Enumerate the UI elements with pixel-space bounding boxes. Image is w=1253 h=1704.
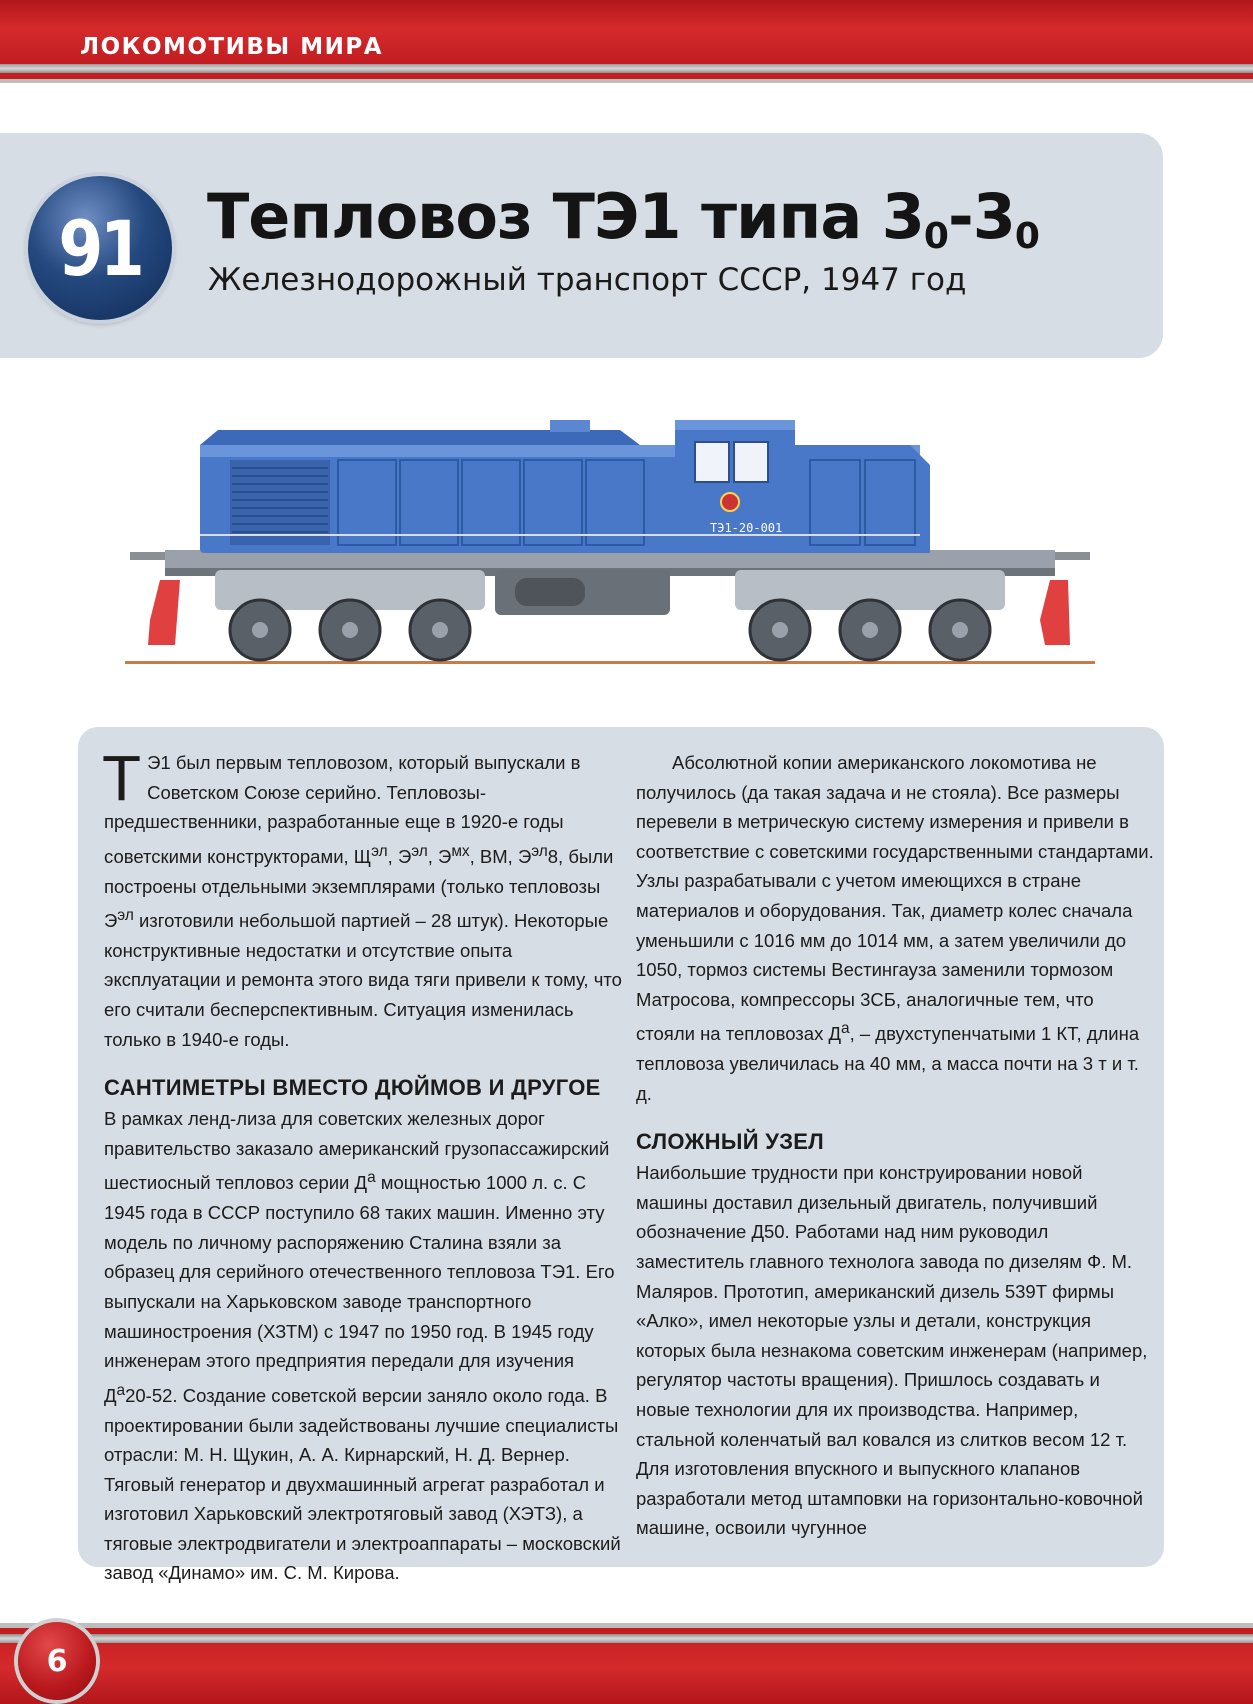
page-number-badge: [18, 1622, 96, 1700]
footer-rule-grey: [0, 1634, 1253, 1643]
page-subtitle: Железнодорожный транспорт СССР, 1947 год: [208, 262, 967, 298]
page-number: 6: [46, 1643, 68, 1679]
paragraph-metric: Абсолютной копии американского локомотива не получилось (да такая задача и не стояла). Все размеры перевели в метрическую систему измерения и привели в соответствие с советскими государственными стандартами. Узлы разрабатывали с учетом имеющихся в стране материалов и оборудования. Так, диаметр колес сначала уменьшили с 1016 мм до 1014 мм, а затем увеличили до 1050, тормоз системы Вестингауза заменили тормозом Матросова, компрессоры 3СБ, аналогичные тем, что стояли на тепловозах $Д^а$, – двухступенчатыми 1 КТ, длина тепловоза увеличилась на 40 мм, а масса почти на 3 т и т. д.: [636, 752, 1154, 1104]
footer-band: [0, 1623, 1253, 1704]
section-heading-complex-unit: СЛОЖНЫЙ УЗЕЛ: [636, 1129, 825, 1155]
article-column-left: [102, 742, 624, 1588]
drop-cap: Т: [102, 742, 142, 814]
header-rule-grey: [0, 79, 1253, 83]
locomotive-marking: ТЭ1-20-001: [710, 521, 783, 535]
article-column-right: [636, 748, 1156, 1543]
series-title: ЛОКОМОТИВЫ МИРА: [80, 34, 384, 60]
header-rule: [0, 64, 1253, 73]
issue-number: 91: [58, 203, 142, 293]
locomotive-illustration: [120, 420, 1100, 670]
section-heading-centimeters: САНТИМЕТРЫ ВМЕСТО ДЮЙМОВ И ДРУГОЕ: [104, 1075, 601, 1101]
issue-number-badge: [28, 176, 172, 320]
header-band: [0, 0, 1253, 64]
intro-paragraph: Т Э1 был первым тепловозом, который выпускали в Советском Союзе серийно. Тепловозы-предшественники, разработанные еще в 1920-е годы советскими конструкторами, $Щ^{эл}$, $Э^{эл}$, $Э^{мх}$, ВМ, $Э^{эл}8$, были построены отдельными экземплярами (только тепловозы $Э^{эл}$ изготовили небольшой партией – 28 штук). Некоторые конструктивные недостатки и отсутствие опыта эксплуатации и ремонта этого вида тяги привели к тому, что его считали бесперспективным. Ситуация изменилась только в 1940-е годы.: [102, 742, 622, 1050]
page-title: Тепловоз ТЭ1 типа $3_0-3_0$: [207, 180, 1039, 257]
paragraph-diesel: Наибольшие трудности при конструировании новой машины доставил дизельный двигатель, получивший обозначение Д50. Работами над ним руководил заместитель главного технолога завода по дизелям Ф. М. Маляров. Прототип, американский дизель 539Т фирмы «Алко», имел некоторые узлы и детали, конструкция которых была незнакома советским инженерам (например, регулятор частоты вращения). Пришлось создавать и новые технологии для их производства. Например, стальной коленчатый вал ковался из слитков весом 12 т. Для изготовления впускного и выпускного клапанов разработали метод штамповки на горизонтально-ковочной машине, освоили чугунное: [636, 1162, 1148, 1539]
paragraph-lend-lease: В рамках ленд-лиза для советских железных дорог правительство заказало американский грузопассажирский шестиосный тепловоз серии $Д^а$ мощностью 1000 л. с. С 1945 года в СССР поступило 68 таких машин. Именно эту модель по личному распоряжению Сталина взяли за образец для серийного отечественного тепловоза ТЭ1. Его выпускали на Харьковском заводе транспортного машиностроения (ХЗТМ) с 1947 по 1950 год. В 1945 году инженерам этого предприятия передали для изучения $Д^а20-52$. Создание советской версии заняло около года. В проектировании были задействованы лучшие специалисты отрасли: М. Н. Щукин, А. А. Кирнарский, Н. Д. Вернер. Тяговый генератор и двухмашинный агрегат разработал и изготовил Харьковский электротяговый завод (ХЭТЗ), а тяговые электродвигатели и электроаппараты – московский завод «Динамо» им. С. М. Кирова.: [104, 1108, 621, 1584]
